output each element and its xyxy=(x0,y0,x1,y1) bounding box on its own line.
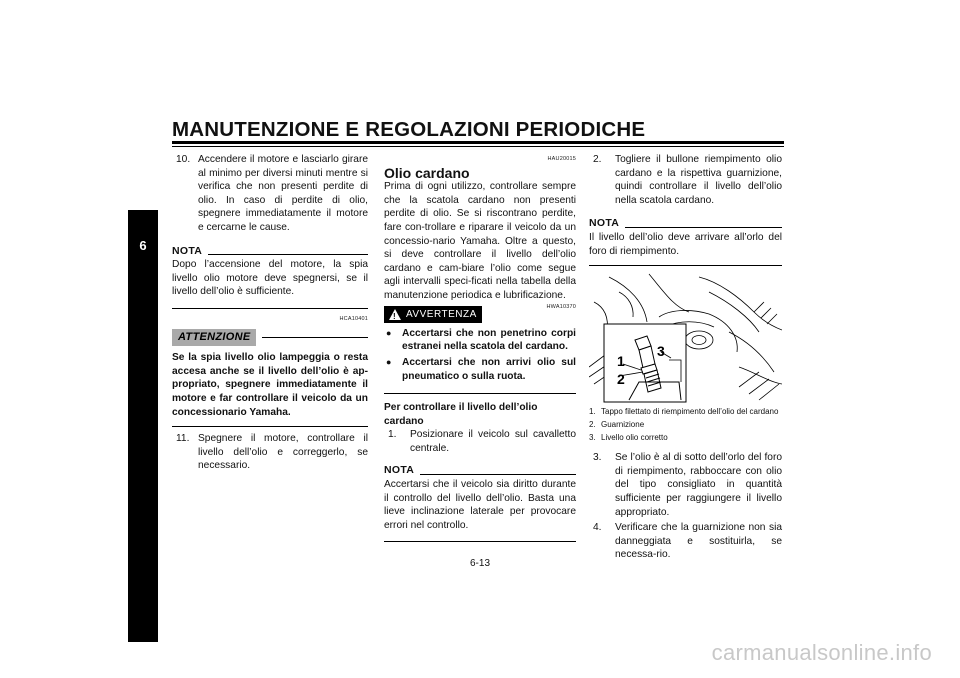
step-text: Verificare che la guarnizione non sia danneggiata e sostituirla, se necessa-rio. xyxy=(615,522,782,561)
nota-label: NOTA xyxy=(589,217,620,230)
step-number: 2. xyxy=(593,154,602,165)
step-1 xyxy=(384,428,576,455)
warning-bullet: ● Accertarsi che non penetrino corpi estranei nella scatola del cardano. xyxy=(386,327,576,353)
nota-text: Il livello dell’olio deve arrivare all’orlo del foro di riempimento. xyxy=(589,231,782,257)
warning-label: AVVERTENZA xyxy=(406,308,477,320)
divider xyxy=(589,265,782,266)
attention-header xyxy=(172,329,368,347)
callout-2: 2 xyxy=(617,371,625,388)
watermark: carmanualsonline.info xyxy=(711,640,932,665)
step-number: 11. xyxy=(176,433,190,445)
nota-header xyxy=(384,464,576,478)
column-left xyxy=(172,153,368,473)
attention-label: ATTENZIONE xyxy=(172,329,256,347)
step-text: Se l’olio è al di sotto dell’orlo del foro di riempimento, rabboccare con olio del tipo consigliato in quantità sufficiente per raggiungere il livello appropriato. xyxy=(615,452,782,518)
warning-icon: ! xyxy=(389,309,401,320)
step-10 xyxy=(172,153,368,235)
caption-item: 2. Guarnizione xyxy=(589,420,645,430)
procedure-title: Per controllare il livello dell’olio cardano xyxy=(384,402,538,427)
header-rule-thin xyxy=(172,146,784,147)
step-text: Togliere il bullone riempimento olio cardano e la rispettiva guarnizione, quindi controllare il livello dell’olio nella scatola cardano. xyxy=(615,154,782,206)
page-number: 6-13 xyxy=(469,558,490,569)
nota-text: Dopo l’accensione del motore, la spia livello olio motore deve spegnersi, se il livello dell’olio è sufficiente. xyxy=(172,259,368,298)
step-4 xyxy=(589,521,782,562)
chapter-tab xyxy=(128,210,158,642)
step-number: 1. xyxy=(388,429,397,441)
step-text: Spegnere il motore, controllare il livello dell’olio e correggerlo, se necessario. xyxy=(198,433,368,472)
step-number: 10. xyxy=(176,154,191,165)
callout-3: 3 xyxy=(657,343,665,360)
step-3 xyxy=(589,451,782,519)
page-title: MANUTENZIONE E REGOLAZIONI PERIODICHE xyxy=(172,118,646,141)
column-middle xyxy=(384,153,576,542)
section-code: HAU20015 xyxy=(547,156,576,162)
callout-1: 1 xyxy=(617,353,625,370)
step-number: 4. xyxy=(593,522,602,534)
section-intro: Prima di ogni utilizzo, controllare sempre che la scatola cardano non presenti perdite di olio. Se si riscontrano perdite, fare con-trollare e riparare il veicolo da un concessio-nario Yamaha. Oltre a questo, si deve controllare il livello dell’olio cardano e cam-biare l’olio come segue agli intervalli speci-ficati nella tabella della manutenzione periodica e lubrificazione. xyxy=(384,181,576,301)
divider xyxy=(384,541,576,542)
divider xyxy=(384,393,576,394)
bullet-icon: ● xyxy=(386,356,392,367)
section-title: Olio cardano xyxy=(384,164,470,181)
step-11 xyxy=(172,432,368,473)
nota-header xyxy=(172,245,368,259)
attention-text: Se la spia livello olio lampeggia o resta accesa anche se il livello dell’olio è ap-propriato, spegnere immediatamente il motore e far controllare il veicolo da un concessionario Yamaha. xyxy=(172,352,368,418)
chapter-number: 6 xyxy=(139,238,147,253)
caption-item: 3. Livello olio corretto xyxy=(589,433,668,443)
caption-item: 1. Tappo filettato di riempimento dell’olio del cardano xyxy=(589,407,779,417)
attention-code: HCA10401 xyxy=(339,315,368,322)
step-number: 3. xyxy=(593,452,602,464)
step-text: Accendere il motore e lasciarlo girare al minimo per diversi minuti mentre si verifica che non presenti perdite di olio. In caso di perdite di olio, spegnere immediatamente il motore e cercarne le cause. xyxy=(198,154,368,233)
figure-oil-filler-bolt xyxy=(589,272,782,405)
column-right xyxy=(589,153,782,562)
nota-label: NOTA xyxy=(172,244,203,257)
figure-captions xyxy=(589,407,782,443)
warning-bullet: ● Accertarsi che non arrivi olio sul pneumatico o sulla ruota. xyxy=(386,356,576,382)
warning-label-box xyxy=(384,306,482,324)
nota-text: Accertarsi che il veicolo sia diritto durante il controllo del livello dell’olio. Basta una lieve inclinazione laterale per provocare errori nel controllo. xyxy=(384,479,576,531)
divider xyxy=(172,308,368,309)
nota-label: NOTA xyxy=(384,464,415,477)
warning-code: HWA10370 xyxy=(546,304,576,311)
bullet-icon: ● xyxy=(386,327,392,338)
divider xyxy=(172,426,368,427)
step-2 xyxy=(589,153,782,207)
header-rule xyxy=(172,141,784,144)
step-text: Posizionare il veicolo sul cavalletto centrale. xyxy=(410,429,576,454)
final-gear-case-illustration xyxy=(589,272,782,405)
nota-header xyxy=(589,217,782,231)
